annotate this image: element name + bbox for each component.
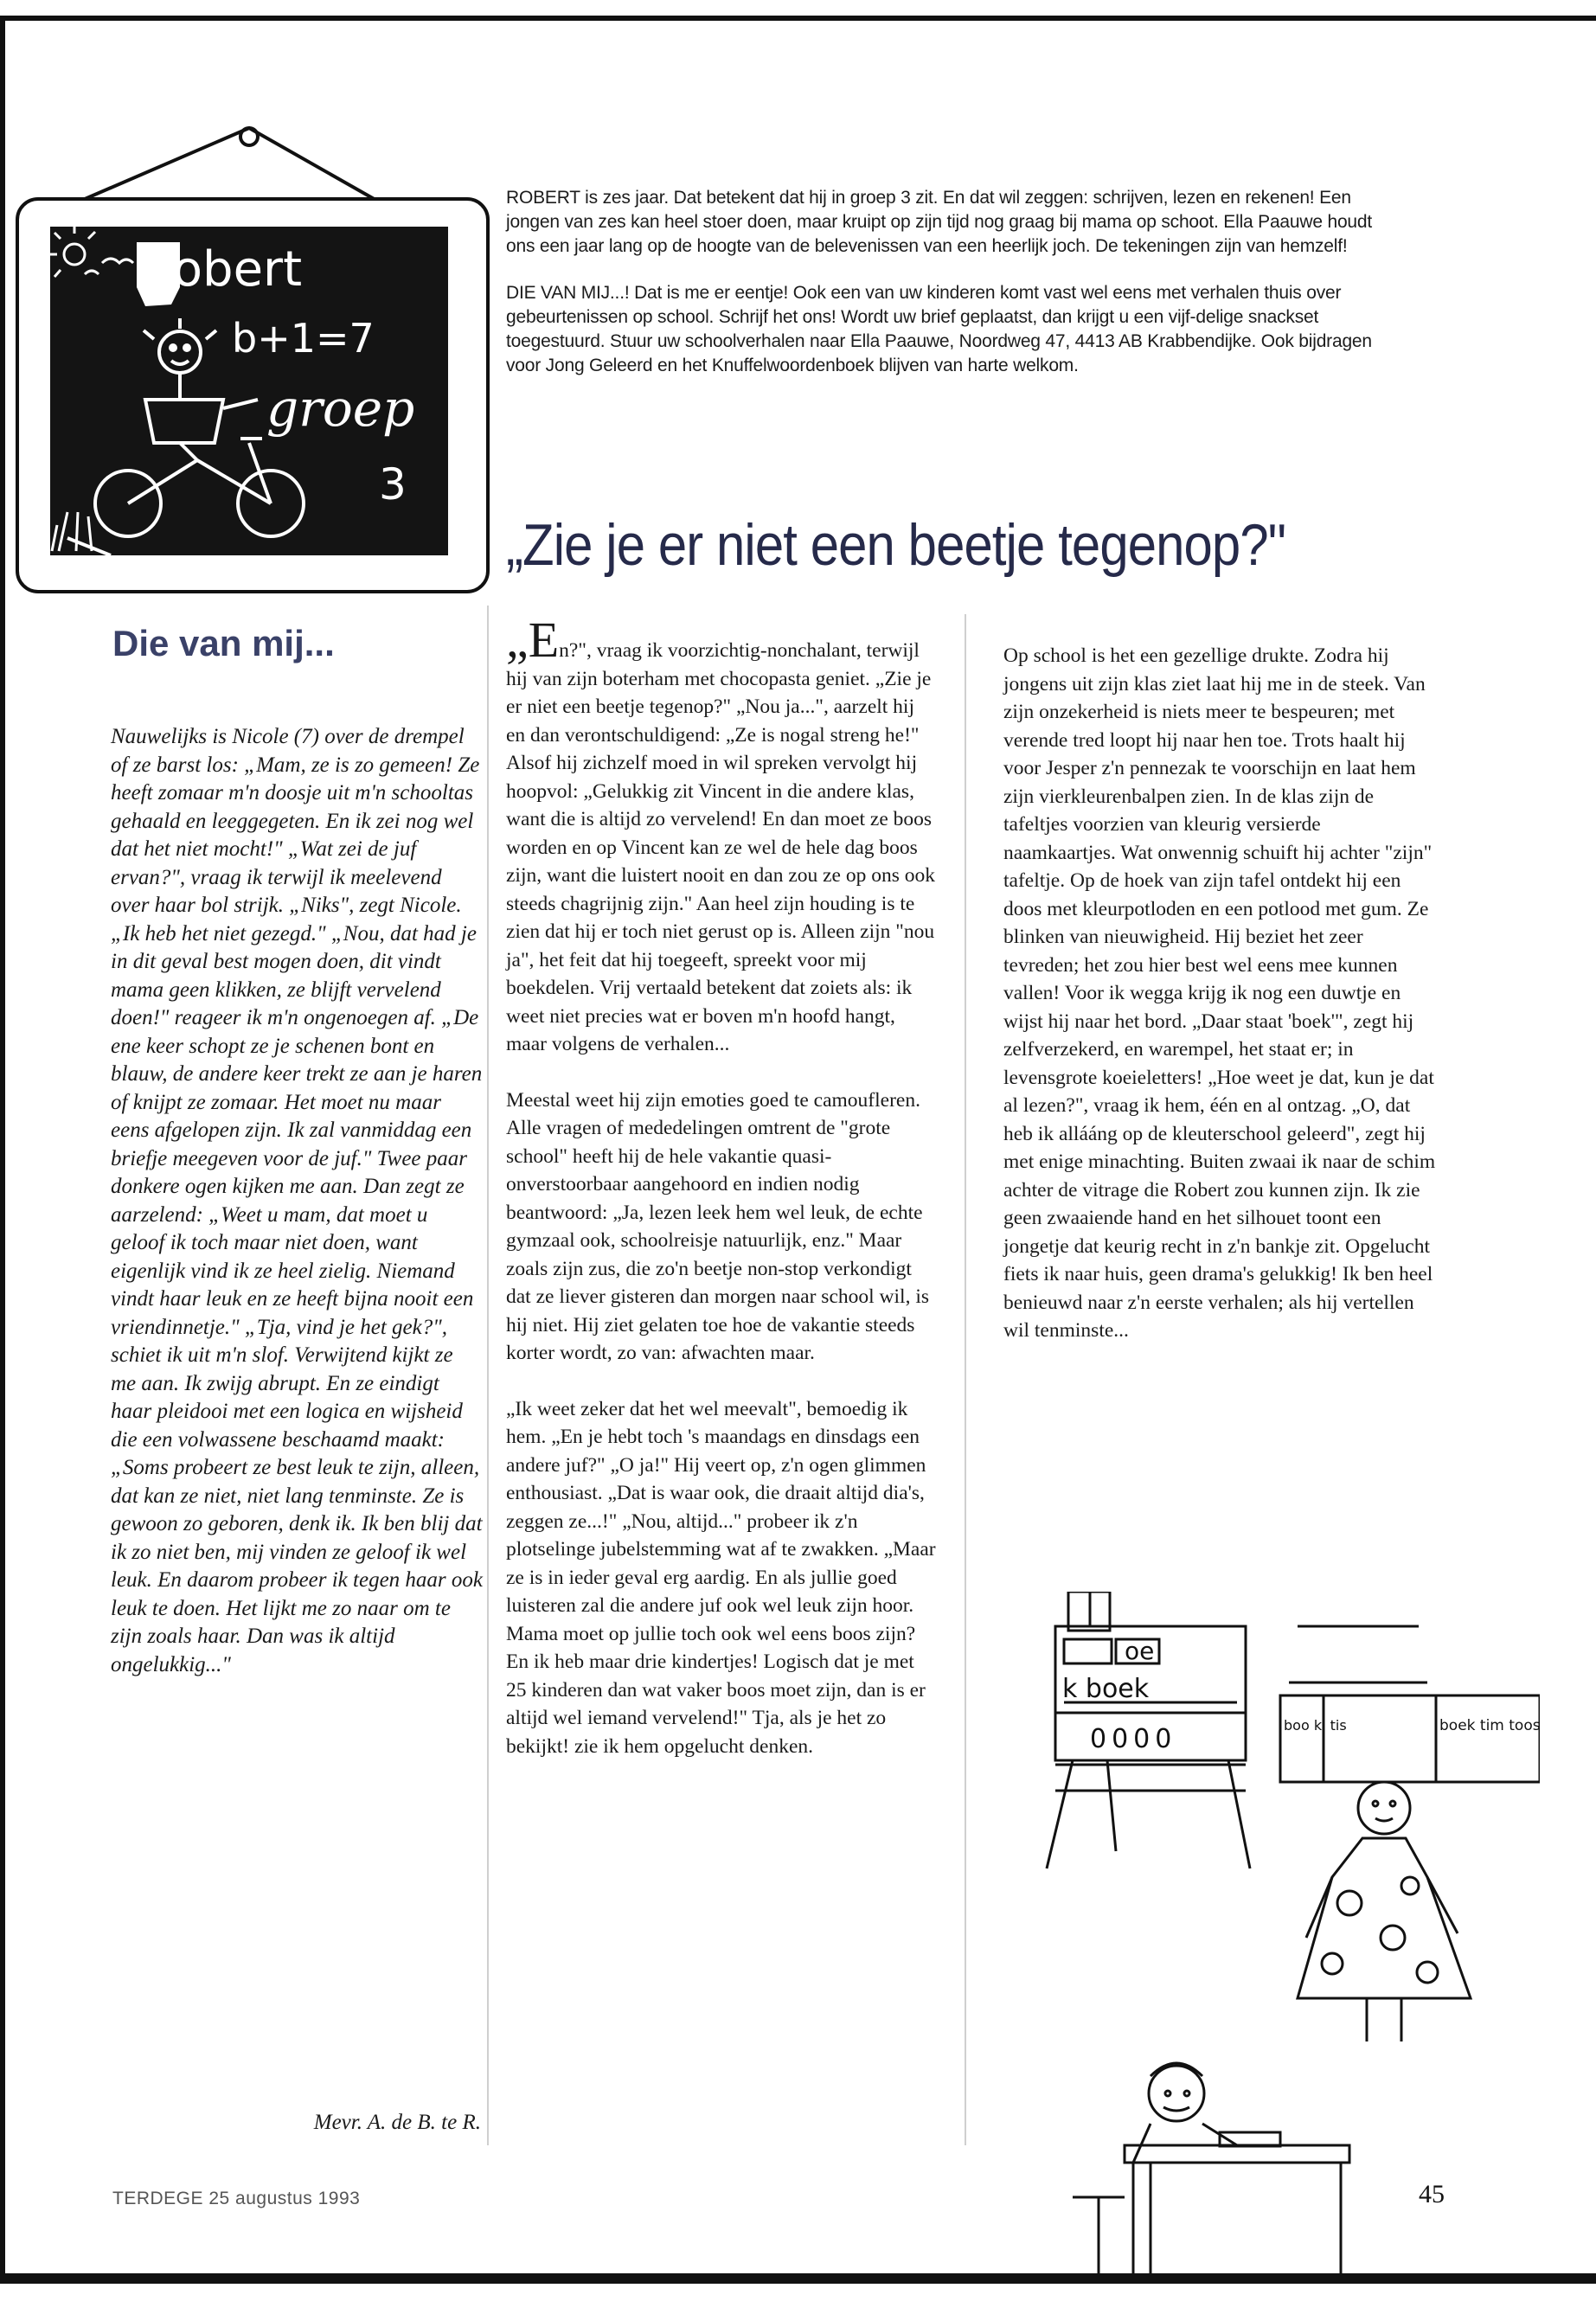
- drawing-board2-right: boek tim toos: [1439, 1717, 1540, 1734]
- child-drawings: [1021, 1592, 1540, 2275]
- article-paragraph-1-text: n?", vraag ik voorzichtig-nonchalant, terwijl hij van zijn boterham met chocopasta geniet. „Zie je er niet een beetje tegenop?" „Nou ja...", aarzelt hij en dan verontschuldigend: „Ze is nogal streng he!" Alsof hij zichzelf moed in wil spreken vervolgt hij hoopvol: „Gelukkig zit Vincent in die andere klas, want die is altijd zo vervelend! En dan moet ze boos worden en op Vincent kan ze wel de hele dag boos zijn, want die luistert nooit en dan zou ze op ons ook steeds chagrijnig zijn." Aan heel zijn houding is te zien dat hij er toch niet gerust op is. Alleen zijn "nou ja", het feit dat hij toegeeft, spreekt voor mij boekdelen. Vrij vertaald betekent dat zoiets als: ik weet niet precies wat er boven m'n hoofd hangt, maar volgens de verhalen...: [506, 639, 936, 1055]
- reader-letter-signature: Mevr. A. de B. te R.: [313, 2111, 481, 2134]
- article-column-right: [1003, 642, 1436, 1345]
- article-column-middle: [506, 612, 939, 1760]
- side-column-title: Die van mij...: [112, 623, 335, 663]
- column-divider-right: [965, 614, 966, 2145]
- drawing-board1-line2: k boek: [1062, 1674, 1150, 1704]
- article-headline: „Zie je er niet een beetje tegenop?": [506, 512, 1286, 578]
- drawing-board2-left: boo ki tis: [1284, 1717, 1347, 1734]
- page-number: 45: [1419, 2180, 1445, 2208]
- article-paragraph-3: „Ik weet zeker dat het wel meevalt", bemoedig ik hem. „En je hebt toch 's maandags en dinsdags een andere juf?" „O ja!" Hij veert op, z'n ogen glimmen enthousiast. „Dat is waar ook, die draait altijd dia's, zeggen ze...!" „Nou, altijd..." probeer ik z'n plotselinge jubelstemming wat af te zwakken. „Maar ze is in ieder geval erg aardig. En als jullie goed luisteren zal die andere juf ook wel leuk zijn hoor. Mama moet op jullie toch ook wel eens boos zijn? En ik heb maar drie kindertjes! Logisch dat je met 25 kinderen dan wat vaker boos moet zijn, dan is er altijd wel iemand vervelend!" Tja, als je het zo bekijkt! zie ik hem opgelucht denken.: [506, 1397, 936, 1758]
- classroom-drawing: [1021, 1592, 1540, 2275]
- drawing-board1-line1: oe: [1125, 1637, 1155, 1665]
- article-paragraph-2: Meestal weet hij zijn emoties goed te camoufleren. Alle vragen of mededelingen omtrent de "grote school" heeft hij de hele vakantie quasi-onverstoorbaar aangehoord en indien nodig beantwoord: „Ja, lezen leek hem wel leuk, de echte gymzaal ook, schoolreisje natuurlijk, enz." Maar zoals zijn zus, die zo'n beetje non-stop verkondigt dat ze liever gisteren dan morgen naar school wil, is hij niet. Hij ziet gelaten toe hoe de vakantie steeds korter wordt, zo van: afwachten maar.: [506, 1088, 929, 1364]
- chalkboard: [50, 227, 448, 555]
- sign-sum: b+1=7: [232, 315, 375, 362]
- sign-group-word: groep: [266, 379, 415, 438]
- intro-paragraph-die-van-mij: DIE VAN MIJ...! Dat is me er eentje! Ook een van uw kinderen komt vast wel eens met verhalen thuis over gebeurtenissen op school. Schrijf het ons! Wordt uw brief geplaatst, dan krijgt u een vijf-delige snackset toegestuurd. Stuur uw schoolverhalen naar Ella Paauwe, Noordweg 47, 4413 AB Krabbendijke. Ook bijdragen voor Jong Geleerd en het Knuffelwoordenboek blijven van harte welkom.: [506, 283, 1372, 375]
- chalkboard-drawing: [50, 227, 448, 555]
- intro-block: [506, 186, 1397, 401]
- article-paragraph-1: [506, 612, 939, 1059]
- drawing-board1-line3: 0000: [1090, 1724, 1177, 1754]
- intro-paragraph-robert: ROBERT is zes jaar. Dat betekent dat hij in groep 3 zit. En dat wil zeggen: schrijven, lezen en rekenen! Een jongen van zes kan heel stoer doen, maar kruipt op zijn tijd nog graag bij mama op schoot. Ella Paauwe houdt ons een jaar lang op de hoogte van de belevenissen van een heerlijk joch. De tekeningen zijn van hemzelf!: [506, 188, 1373, 256]
- footer-publication: TERDEGE 25 augustus 1993: [112, 2189, 361, 2208]
- reader-letter: [111, 723, 483, 1679]
- chalkboard-sign: [0, 0, 502, 606]
- article-dropcap: „E: [506, 612, 560, 668]
- reader-letter-text: Nauwelijks is Nicole (7) over de drempel of ze barst los: „Mam, ze is zo gemeen! Ze heeft zomaar m'n doosje uit m'n schooltas gehaald en leeggegeten. En ik zei nog wel dat het niet mocht!" „Wat zei de juf ervan?", vraag ik terwijl ik meelevend over haar bol strijk. „Niks", zegt Nicole. „Ik heb het niet gezegd." „Nou, dat had je in dit geval best mogen doen, dit vindt mama geen klikken, ze blijft vervelend doen!" reageer ik m'n ongenoegen af. „De ene keer schopt ze je schenen bont en blauw, de andere keer trekt ze aan je haren of knijpt ze zomaar. Het moet nu maar eens afgelopen zijn. Ik zal vanmiddag een briefje meegeven voor de juf." Twee paar donkere ogen kijken me aan. Dan zegt ze aarzelend: „Weet u mam, dat moet u geloof ik toch maar niet doen, want eigenlijk vind ik ze heel zielig. Niemand vindt haar leuk en ze heeft bijna nooit een vriendinnetje." „Tja, vind je het gek?", schiet ik uit m'n slof. Verwijtend kijkt ze me aan. Ik zwijg abrupt. En ze eindigt haar pleidooi met een logica en wijsheid die een volwassene beschaamd maakt: „Soms probeert ze best leuk te zijn, alleen, dat kan ze niet, niet lang tenminste. Ze is gewoon zo geboren, denk ik. Ik ben blij dat ik zo niet ben, mij vinden ze geloof ik wel leuk. En daarom probeer ik tegen haar ook leuk te doen. Het lijkt me zo naar om te zijn zoals haar. Dan was ik altijd ongelukkig...": [111, 725, 483, 1676]
- sign-name: robert: [154, 241, 303, 298]
- column-divider-left: [487, 606, 489, 2145]
- article-paragraph-4: Op school is het een gezellige drukte. Zodra hij jongens uit zijn klas ziet laat hij me in de steek. Van zijn onzekerheid is niets meer te bespeuren; met verende tred loopt hij naar hen toe. Trots haalt hij voor Jesper z'n pennezak te voorschijn en laat hem zijn vierkleurenbalpen zien. In de klas zijn de tafeltjes voorzien van kleurig versierde naamkaartjes. Wat onwennig schuift hij achter "zijn" tafeltje. Op de hoek van zijn tafel ontdekt hij een doos met kleurpotloden en een potlood met gum. Ze blinken van nieuwigheid. Hij beziet het zeer tevreden; het zou hier best wel eens mee kunnen vallen! Voor ik wegga krijg ik nog een duwtje en wijst hij naar het bord. „Daar staat 'boek'", zegt hij zelfverzekerd, en warempel, het staat er; in levensgrote koeieletters! „Hoe weet je dat, kun je dat al lezen?", vraag ik hem, één en al ontzag. „O, dat heb ik allááng op de kleuterschool geleerd", zegt hij met enige minachting. Buiten zwaai ik naar de schim achter de vitrage die Robert zou kunnen zijn. Ik zie geen zwaaiende hand en het silhouet toont een jongetje dat keurig recht in z'n bankje zit. Opgelucht fiets ik naar huis, geen drama's gelukkig! Ik ben heel benieuwd naar z'n eerste verhalen; als hij vertellen wil tenminste...: [1003, 644, 1436, 1342]
- sign-group-number: 3: [379, 459, 407, 510]
